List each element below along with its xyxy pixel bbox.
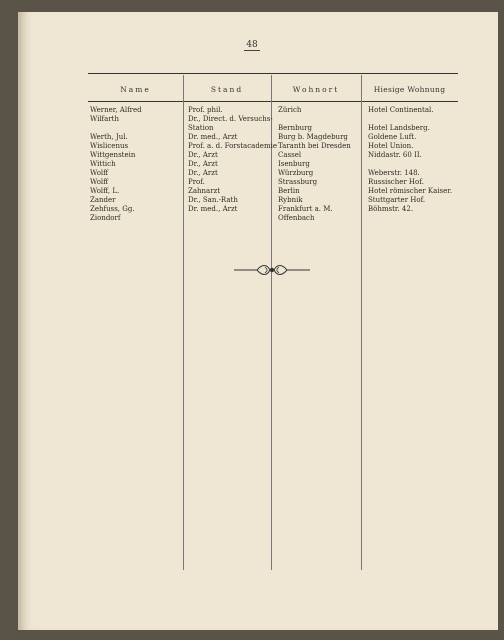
column-stand xyxy=(188,106,277,223)
table-cell-stand: Zahnarzt xyxy=(188,187,221,195)
table-cell-stand: Dr. med., Arzt xyxy=(188,133,238,141)
header-name: Name xyxy=(120,85,151,94)
table-top-rule xyxy=(88,73,458,74)
table-cell-wohnort: Offenbach xyxy=(278,214,315,222)
table-cell-stand: Prof. a. d. Forstacademie xyxy=(188,142,277,150)
table-cell-name: Wolff xyxy=(90,178,109,186)
table-cell-wohnung: Hotel Landsberg. xyxy=(368,124,430,132)
column-wohnort xyxy=(278,106,351,223)
table-cell-stand: Dr., San.-Rath xyxy=(188,196,238,204)
table-cell-wohnung xyxy=(368,115,452,124)
table-cell-name: Wolff xyxy=(90,169,109,177)
table-cell-name: Wittich xyxy=(90,160,116,168)
table-cell-name: Zander xyxy=(90,196,116,204)
column-wohnung xyxy=(368,106,452,223)
table-cell-wohnort: Zürich xyxy=(278,106,302,114)
table-cell-stand: Dr., Arzt xyxy=(188,151,218,159)
table-cell-name: Wittgenstein xyxy=(90,151,136,159)
table-cell-name: Wislicenus xyxy=(90,142,129,150)
document-page xyxy=(18,12,498,630)
table-cell-name: Ziondorf xyxy=(90,214,121,222)
table-cell-wohnort: Strassburg xyxy=(278,178,318,186)
table-cell-wohnung: Stuttgarter Hof. xyxy=(368,196,426,204)
header-wohnung: Hiesige Wohnung xyxy=(373,85,446,94)
table-cell-wohnung: Hotel Union. xyxy=(368,142,414,150)
table-cell-wohnung xyxy=(368,214,452,223)
table-cell-wohnort: Berlin xyxy=(278,187,300,195)
table-cell-wohnung: Weberstr. 148. xyxy=(368,169,420,177)
table-cell-wohnung: Russischer Hof. xyxy=(368,178,424,186)
table-cell-name: Werth, Jul. xyxy=(90,133,128,141)
column-divider xyxy=(361,75,362,570)
table-cell-name xyxy=(90,124,142,133)
table-cell-wohnort: Würzburg xyxy=(278,169,314,177)
table-cell-wohnung: Niddastr. 60 II. xyxy=(368,151,422,159)
column-name xyxy=(90,106,142,223)
table-header-rule xyxy=(88,101,458,102)
table-cell-stand: Dr., Direct. d. Versuchs- xyxy=(188,115,273,123)
table-cell-stand: Station xyxy=(188,124,214,132)
table-cell-wohnung: Hotel Continental. xyxy=(368,106,434,114)
table-cell-wohnung: Goldene Luft. xyxy=(368,133,417,141)
table-cell-wohnort: Frankfurt a. M. xyxy=(278,205,333,213)
table-cell-wohnung xyxy=(368,160,452,169)
table-cell-stand xyxy=(188,214,277,223)
table-cell-name: Wilfarth xyxy=(90,115,119,123)
table-cell-name: Zehfuss, Gg. xyxy=(90,205,135,213)
table-cell-wohnort: Taranth bei Dresden xyxy=(278,142,351,150)
decorative-ornament xyxy=(232,262,312,278)
table-cell-wohnort: Bernburg xyxy=(278,124,312,132)
table-cell-stand: Dr., Arzt xyxy=(188,169,218,177)
table-cell-name: Wolff, L. xyxy=(90,187,120,195)
table-cell-stand: Prof. xyxy=(188,178,205,186)
header-stand: Stand xyxy=(210,85,244,94)
table-cell-wohnort xyxy=(278,115,351,124)
table-cell-stand: Dr. med., Arzt xyxy=(188,205,238,213)
page-number: 48 xyxy=(246,40,258,50)
header-wohnort: Wohnort xyxy=(292,85,340,94)
table-cell-wohnort: Isenburg xyxy=(278,160,310,168)
table-cell-wohnort: Burg b. Magdeburg xyxy=(278,133,348,141)
column-divider xyxy=(183,75,184,570)
table-cell-stand: Prof. phil. xyxy=(188,106,223,114)
table-cell-wohnung: Hotel römischer Kaiser. xyxy=(368,187,453,195)
table-cell-name: Werner, Alfred xyxy=(90,106,142,114)
table-cell-wohnort: Cassel xyxy=(278,151,302,159)
table-cell-wohnort: Rybnik xyxy=(278,196,303,204)
table-cell-wohnung: Böhmstr. 42. xyxy=(368,205,414,213)
table-cell-stand: Dr., Arzt xyxy=(188,160,218,168)
